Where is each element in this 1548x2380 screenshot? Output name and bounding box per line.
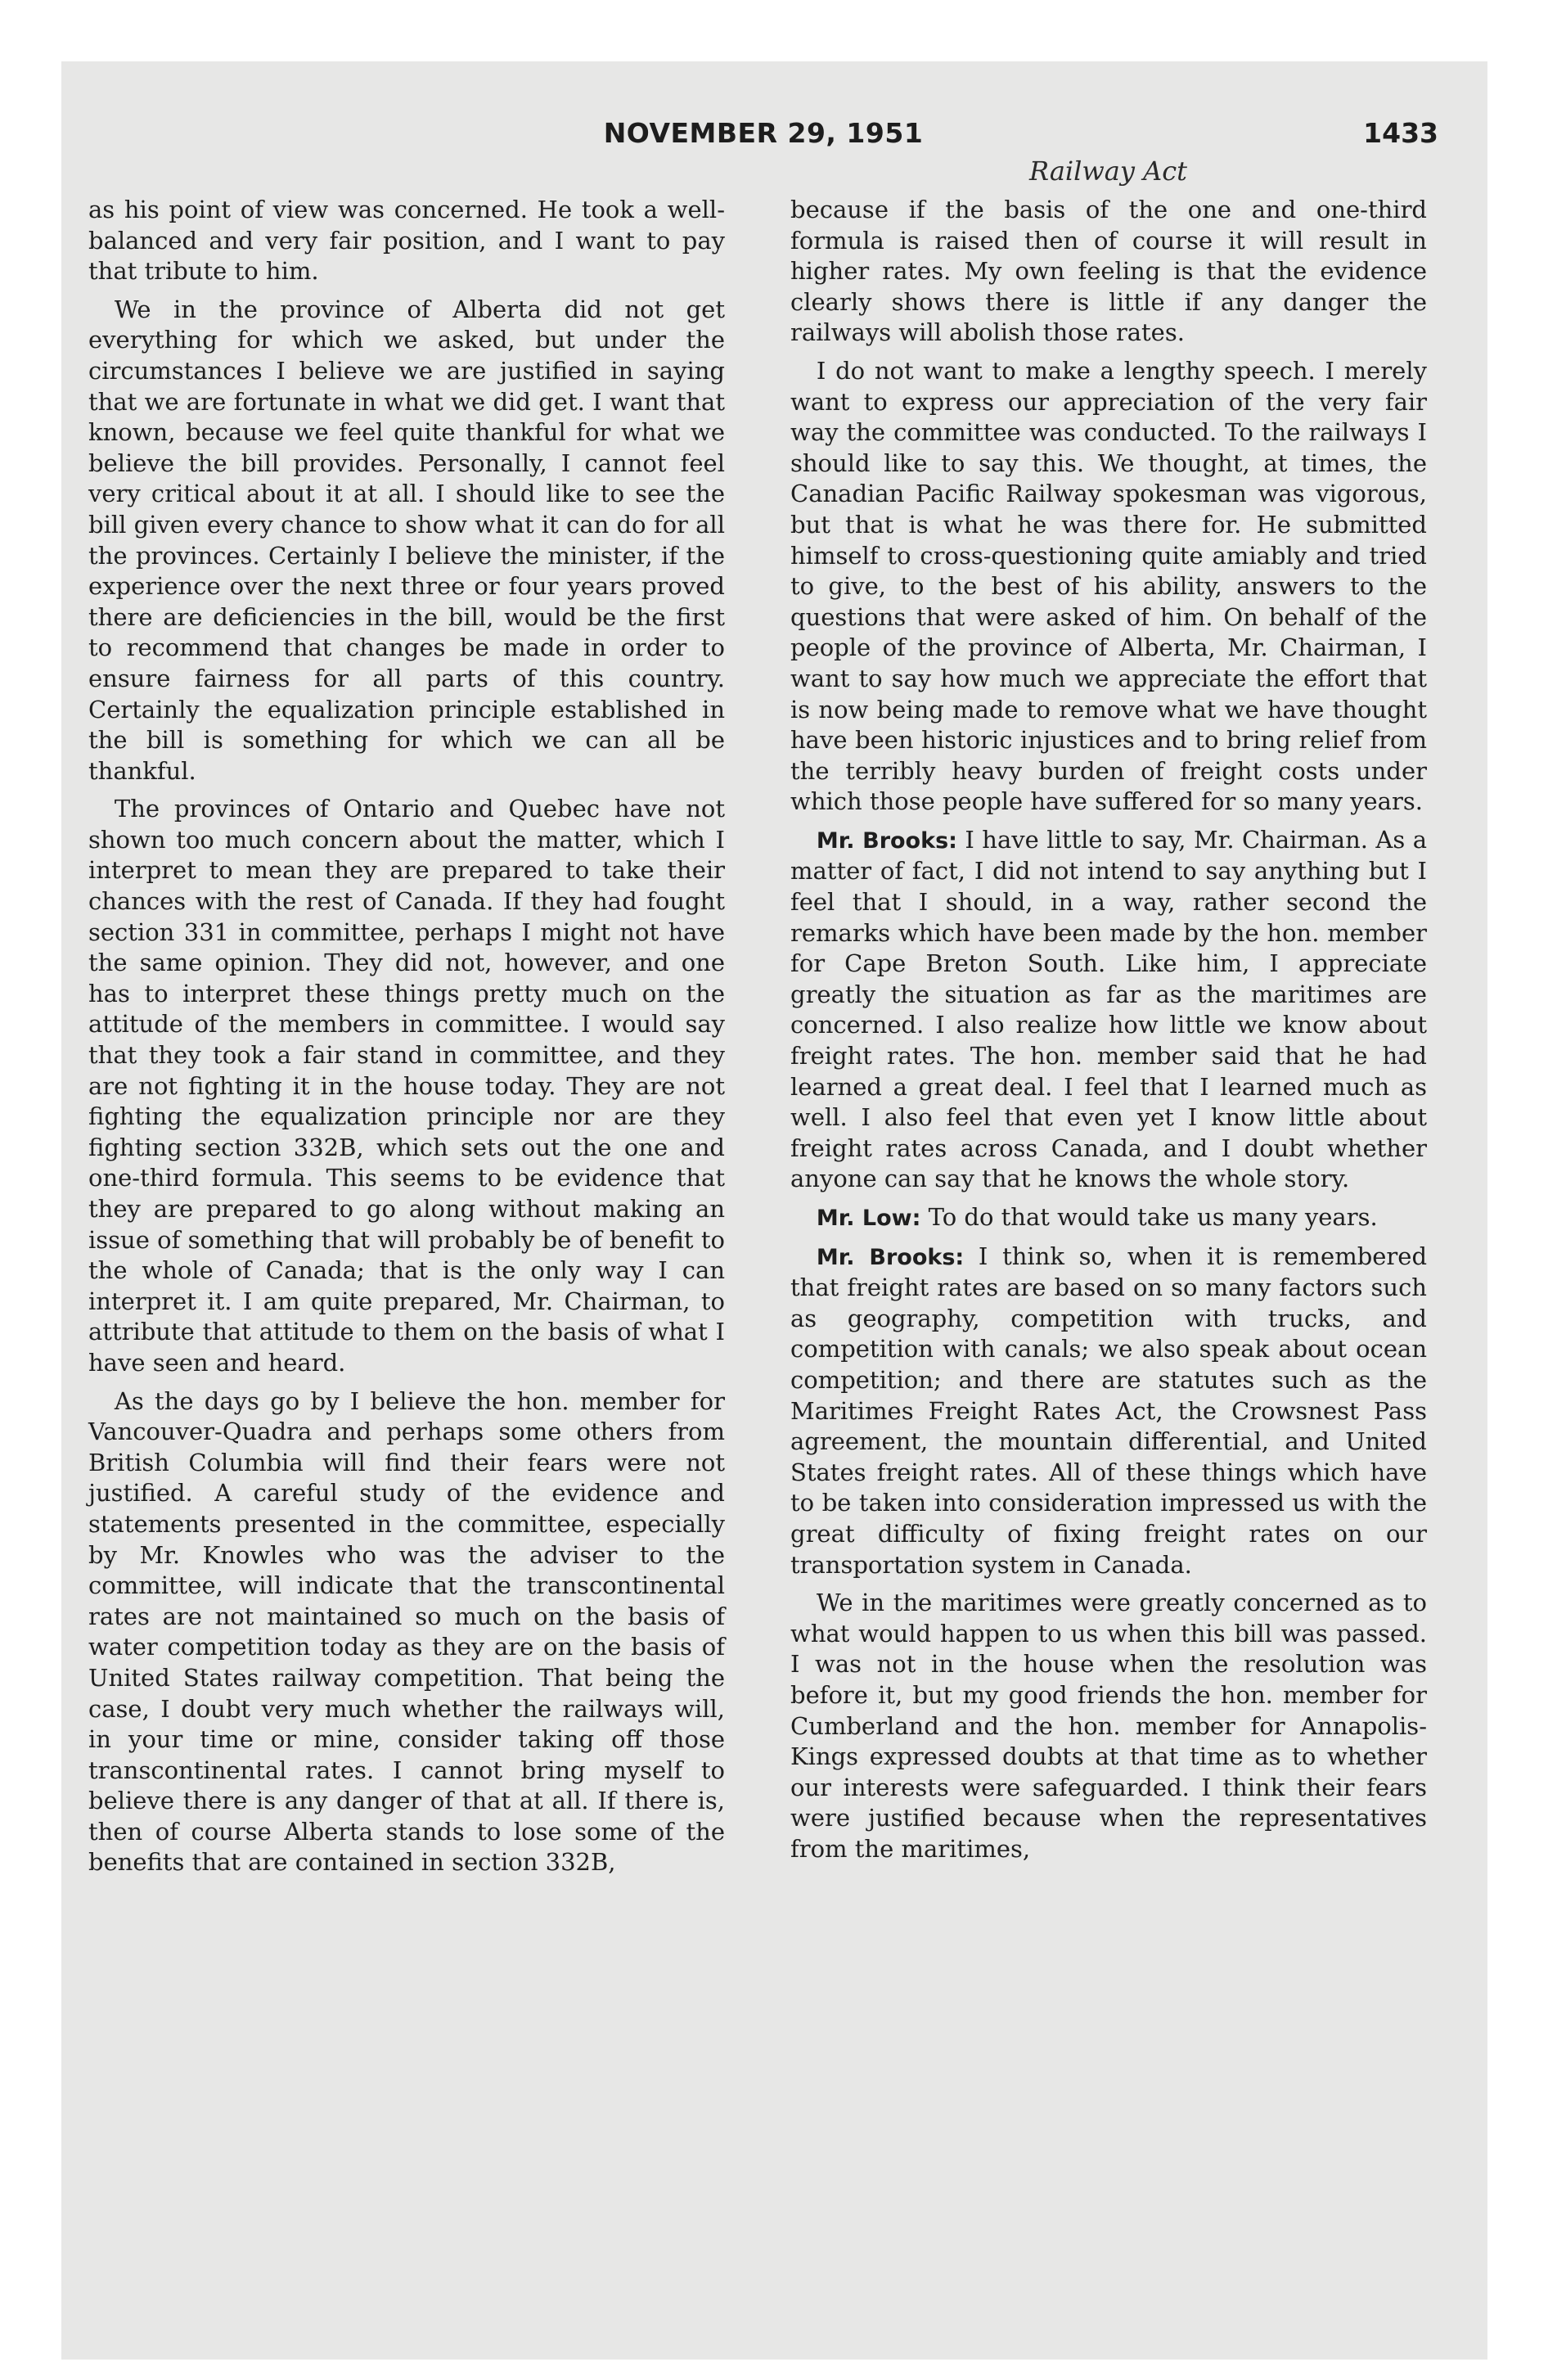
- speech-text: I think so, when it is remembered that freight rates are based on so many factors such as geography, competition with trucks, and competition with canals; we also speak about ocean competition; and there are statutes such as the Maritimes Freight Rates Act, the Crowsnest Pass agreement, the mountain differential, and United States freight rates. All of these things which have to be taken into consideration impressed us with the great difficulty of fixing freight rates on our transportation system in Canada.: [790, 1242, 1428, 1579]
- paragraph: I do not want to make a lengthy speech. I merely want to express our appreciation of the very fair way the committee was conducted. To the railways I should like to say this. We thought, at times, the Canadian Pacific Railway spokesman was vigorous, but that is what he was there for. He submitted himself to cross-questioning quite amiably and tried to give, to the best of his ability, answers to the questions that were asked of him. On behalf of the people of the province of Alberta, Mr. Chairman, I want to say how much we appreciate the effort that is now being made to remove what we have thought have been historic injustices and to bring relief from the terribly heavy burden of freight costs under which those people have suffered for so many years.: [790, 356, 1427, 816]
- speaker-name: Mr. Brooks:: [816, 827, 957, 854]
- paragraph: We in the maritimes were greatly concerned as to what would happen to us when this bill was passed. I was not in the house when the resolution was before it, but my good friends the hon. member for Cumberland and the hon. member for Annapolis-Kings expressed doubts at that time as to whether our interests were safeguarded. I think their fears were justified because when the representatives from the maritimes,: [790, 1589, 1427, 1863]
- speaker-name: Mr. Low:: [816, 1206, 921, 1231]
- page-header: [88, 117, 1438, 166]
- page-number: 1433: [1363, 117, 1438, 149]
- paragraph: We in the province of Alberta did not get everything for which we asked, but under the circumstances I believe we are justified in saying that we are fortunate in what we did get. I want that known, because we feel quite thankful for what we believe the bill provides. Personally, I cannot feel very critical about it at all. I should like to see the bill given every chance to show what it can do for all the provinces. Certainly I believe the minister, if the experience over the next three or four years proved there are deficiencies in the bill, would be the first to recommend that changes be made in order to ensure fairness for all parts of this country. Certainly the equalization principle established in the bill is something for which we can all be thankful.: [88, 295, 725, 785]
- speech: [790, 1242, 1427, 1581]
- paragraph: as his point of view was concerned. He took a well-balanced and very fair position, and I want to pay that tribute to him.: [88, 196, 725, 286]
- paragraph: As the days go by I believe the hon. member for Vancouver-Quadra and perhaps some others from British Columbia will find their fears were not justified. A careful study of the evidence and statements presented in the committee, especially by Mr. Knowles who was the adviser to the committee, will indicate that the transcontinental rates are not maintained so much on the basis of water competition today as they are on the basis of United States railway competition. That being the case, I doubt very much whether the railways will, in your time or mine, consider taking off those transcontinental rates. I cannot bring myself to believe there is any danger of that at all. If there is, then of course Alberta stands to lose some of the benefits that are contained in section 332B,: [88, 1386, 725, 1877]
- speech: [790, 1202, 1427, 1234]
- paragraph: The provinces of Ontario and Quebec have not shown too much concern about the matter, which I interpret to mean they are prepared to take their chances with the rest of Canada. If they had fought section 331 in committee, perhaps I might not have the same opinion. They did not, however, and one has to interpret these things pretty much on the attitude of the members in committee. I would say that they took a fair stand in committee, and they are not fighting it in the house today. They are not fighting the equalization principle nor are they fighting section 332B, which sets out the one and one-third formula. This seems to be evidence that they are prepared to go along without making an issue of something that will probably be of benefit to the whole of Canada; that is the only way I can interpret it. I am quite prepared, Mr. Chairman, to attribute that attitude to them on the basis of what I have seen and heard.: [88, 795, 725, 1377]
- running-title: Railway Act: [1029, 156, 1187, 187]
- speech-text: I have little to say, Mr. Chairman. As a matter of fact, I did not intend to say anything but I feel that I should, in a way, rather second the remarks which have been made by the hon. member for Cape Breton South. Like him, I appreciate greatly the situation as far as the maritimes are concerned. I also realize how little we know about freight rates. The hon. member said that he had learned a great deal. I feel that I learned much as well. I also feel that even yet I know little about freight rates across Canada, and I doubt whether anyone can say that he knows the whole story.: [790, 825, 1427, 1193]
- speaker-name: Mr. Brooks:: [816, 1244, 965, 1270]
- header-date: NOVEMBER 29, 1951: [603, 117, 924, 149]
- speech: [790, 825, 1427, 1195]
- paragraph: because if the basis of the one and one-third formula is raised then of course it will result in higher rates. My own feeling is that the evidence clearly shows there is little if any danger the railways will abolish those rates.: [790, 196, 1427, 347]
- right-column: [790, 195, 1427, 1872]
- speech-text: To do that would take us many years.: [928, 1203, 1378, 1231]
- left-column: [88, 195, 725, 1886]
